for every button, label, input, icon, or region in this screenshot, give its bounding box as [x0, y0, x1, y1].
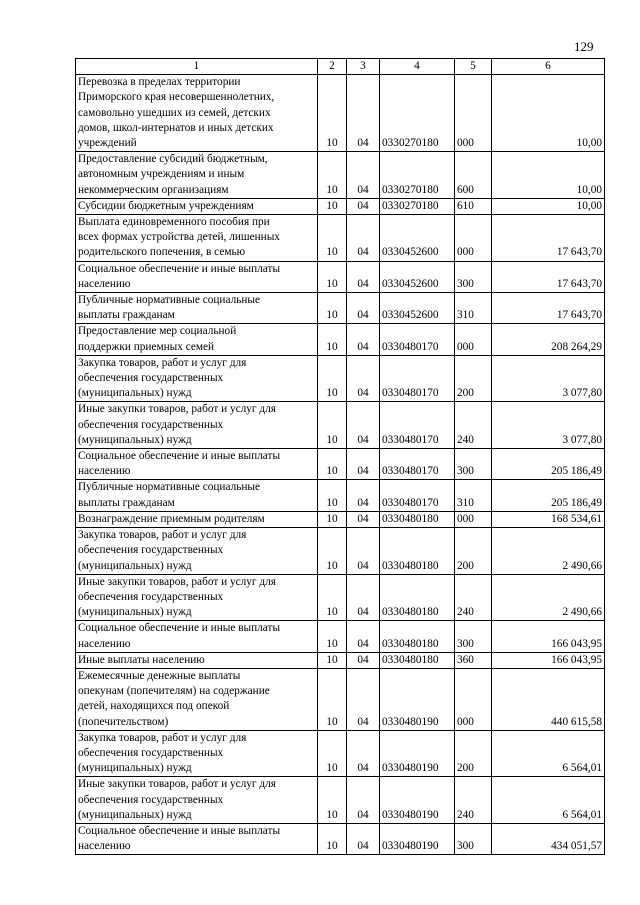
row-amount: 205 186,49 — [492, 480, 605, 511]
row-amount: 10,00 — [492, 152, 605, 199]
table-row — [76, 652, 605, 668]
row-subsection: 04 — [347, 652, 380, 668]
row-section: 10 — [318, 215, 347, 262]
row-expense-type: 240 — [455, 402, 492, 449]
row-name: Закупка товаров, работ и услуг для обеспечения государственных (муниципальных) нужд — [76, 730, 318, 777]
row-section: 10 — [318, 449, 347, 480]
row-section: 10 — [318, 823, 347, 854]
column-header: 1 — [76, 59, 318, 75]
table-row — [76, 355, 605, 402]
row-section: 10 — [318, 293, 347, 324]
row-amount: 17 643,70 — [492, 261, 605, 292]
row-section: 10 — [318, 652, 347, 668]
row-section: 10 — [318, 528, 347, 575]
row-amount: 3 077,80 — [492, 402, 605, 449]
row-section: 10 — [318, 730, 347, 777]
row-name: Социальное обеспечение и иные выплаты населению — [76, 261, 318, 292]
row-expense-type: 240 — [455, 777, 492, 824]
row-expense-type: 240 — [455, 574, 492, 621]
row-expense-type: 310 — [455, 293, 492, 324]
row-name: Предоставление мер социальной поддержки приемных семей — [76, 324, 318, 355]
row-name: Публичные нормативные социальные выплаты гражданам — [76, 480, 318, 511]
row-expense-type: 300 — [455, 823, 492, 854]
row-expense-type: 000 — [455, 215, 492, 262]
row-amount: 10,00 — [492, 75, 605, 152]
row-expense-type: 200 — [455, 528, 492, 575]
row-subsection: 04 — [347, 198, 380, 214]
row-amount: 17 643,70 — [492, 293, 605, 324]
row-name: Социальное обеспечение и иные выплаты населению — [76, 621, 318, 652]
table-row — [76, 261, 605, 292]
row-target-code: 0330480180 — [380, 528, 455, 575]
row-section: 10 — [318, 511, 347, 527]
row-name: Иные закупки товаров, работ и услуг для обеспечения государственных (муниципальных) нужд — [76, 777, 318, 824]
row-name: Предоставление субсидий бюджетным, автономным учреждениям и иным некоммерческим организациям — [76, 152, 318, 199]
row-name: Социальное обеспечение и иные выплаты населению — [76, 449, 318, 480]
page-number: 129 — [574, 39, 594, 54]
row-name: Закупка товаров, работ и услуг для обеспечения государственных (муниципальных) нужд — [76, 355, 318, 402]
row-subsection: 04 — [347, 402, 380, 449]
row-amount: 440 615,58 — [492, 668, 605, 730]
table-row — [76, 511, 605, 527]
table-row — [76, 449, 605, 480]
row-expense-type: 360 — [455, 652, 492, 668]
row-section: 10 — [318, 75, 347, 152]
row-target-code: 0330480170 — [380, 449, 455, 480]
row-subsection: 04 — [347, 777, 380, 824]
row-target-code: 0330480170 — [380, 324, 455, 355]
row-name: Субсидии бюджетным учреждениям — [76, 198, 318, 214]
row-name: Выплата единовременного пособия при всех формах устройства детей, лишенных родительского попечения, в семью — [76, 215, 318, 262]
table-row — [76, 75, 605, 152]
row-section: 10 — [318, 152, 347, 199]
row-target-code: 0330480180 — [380, 621, 455, 652]
row-subsection: 04 — [347, 152, 380, 199]
budget-table — [75, 58, 605, 855]
row-section: 10 — [318, 402, 347, 449]
row-amount: 2 490,66 — [492, 528, 605, 575]
row-expense-type: 000 — [455, 75, 492, 152]
table-row — [76, 668, 605, 730]
row-expense-type: 200 — [455, 730, 492, 777]
row-target-code: 0330452600 — [380, 293, 455, 324]
row-amount: 205 186,49 — [492, 449, 605, 480]
row-target-code: 0330452600 — [380, 261, 455, 292]
row-subsection: 04 — [347, 355, 380, 402]
row-expense-type: 000 — [455, 511, 492, 527]
row-name: Иные закупки товаров, работ и услуг для обеспечения государственных (муниципальных) нужд — [76, 574, 318, 621]
row-target-code: 0330480180 — [380, 511, 455, 527]
row-subsection: 04 — [347, 261, 380, 292]
row-subsection: 04 — [347, 621, 380, 652]
row-section: 10 — [318, 668, 347, 730]
row-expense-type: 600 — [455, 152, 492, 199]
row-section: 10 — [318, 777, 347, 824]
row-section: 10 — [318, 198, 347, 214]
row-target-code: 0330480190 — [380, 777, 455, 824]
column-header: 6 — [492, 59, 605, 75]
table-row — [76, 823, 605, 854]
row-name: Закупка товаров, работ и услуг для обеспечения государственных (муниципальных) нужд — [76, 528, 318, 575]
row-subsection: 04 — [347, 215, 380, 262]
table-row — [76, 152, 605, 199]
row-target-code: 0330452600 — [380, 215, 455, 262]
row-expense-type: 000 — [455, 324, 492, 355]
column-header: 2 — [318, 59, 347, 75]
row-subsection: 04 — [347, 75, 380, 152]
row-subsection: 04 — [347, 528, 380, 575]
table-row — [76, 528, 605, 575]
row-target-code: 0330270180 — [380, 75, 455, 152]
row-section: 10 — [318, 355, 347, 402]
row-name: Перевозка в пределах территории Приморского края несовершеннолетних, самовольно ушедших из семей, детских домов, школ-интернатов и иных детских учреждений — [76, 75, 318, 152]
table-row — [76, 574, 605, 621]
row-expense-type: 000 — [455, 668, 492, 730]
row-section: 10 — [318, 261, 347, 292]
row-expense-type: 300 — [455, 261, 492, 292]
table-row — [76, 621, 605, 652]
row-subsection: 04 — [347, 324, 380, 355]
row-target-code: 0330270180 — [380, 152, 455, 199]
row-expense-type: 200 — [455, 355, 492, 402]
row-expense-type: 300 — [455, 449, 492, 480]
table-row — [76, 293, 605, 324]
row-subsection: 04 — [347, 480, 380, 511]
row-name: Публичные нормативные социальные выплаты гражданам — [76, 293, 318, 324]
row-subsection: 04 — [347, 449, 380, 480]
row-expense-type: 310 — [455, 480, 492, 511]
row-amount: 166 043,95 — [492, 621, 605, 652]
table-row — [76, 730, 605, 777]
row-amount: 3 077,80 — [492, 355, 605, 402]
table-row — [76, 402, 605, 449]
row-amount: 166 043,95 — [492, 652, 605, 668]
row-expense-type: 300 — [455, 621, 492, 652]
row-subsection: 04 — [347, 574, 380, 621]
table-row — [76, 324, 605, 355]
row-amount: 208 264,29 — [492, 324, 605, 355]
row-target-code: 0330480170 — [380, 402, 455, 449]
row-name: Вознаграждение приемным родителям — [76, 511, 318, 527]
row-amount: 10,00 — [492, 198, 605, 214]
row-target-code: 0330480180 — [380, 652, 455, 668]
row-amount: 6 564,01 — [492, 730, 605, 777]
row-target-code: 0330480190 — [380, 823, 455, 854]
row-target-code: 0330480170 — [380, 355, 455, 402]
row-target-code: 0330270180 — [380, 198, 455, 214]
row-amount: 17 643,70 — [492, 215, 605, 262]
row-name: Иные закупки товаров, работ и услуг для обеспечения государственных (муниципальных) нужд — [76, 402, 318, 449]
row-name: Ежемесячные денежные выплаты опекунам (попечителям) на содержание детей, находящихся под опекой (попечительством) — [76, 668, 318, 730]
row-amount: 2 490,66 — [492, 574, 605, 621]
row-amount: 434 051,57 — [492, 823, 605, 854]
row-subsection: 04 — [347, 730, 380, 777]
row-subsection: 04 — [347, 511, 380, 527]
row-target-code: 0330480190 — [380, 730, 455, 777]
row-name: Иные выплаты населению — [76, 652, 318, 668]
row-name: Социальное обеспечение и иные выплаты населению — [76, 823, 318, 854]
column-header: 5 — [455, 59, 492, 75]
row-amount: 168 534,61 — [492, 511, 605, 527]
row-section: 10 — [318, 324, 347, 355]
table-row — [76, 480, 605, 511]
table-row — [76, 777, 605, 824]
row-section: 10 — [318, 621, 347, 652]
row-section: 10 — [318, 480, 347, 511]
row-target-code: 0330480170 — [380, 480, 455, 511]
row-subsection: 04 — [347, 668, 380, 730]
row-target-code: 0330480180 — [380, 574, 455, 621]
row-subsection: 04 — [347, 823, 380, 854]
row-subsection: 04 — [347, 293, 380, 324]
row-expense-type: 610 — [455, 198, 492, 214]
row-section: 10 — [318, 574, 347, 621]
column-header: 4 — [380, 59, 455, 75]
table-header-row — [76, 59, 605, 75]
row-target-code: 0330480190 — [380, 668, 455, 730]
table-row — [76, 198, 605, 214]
column-header: 3 — [347, 59, 380, 75]
row-amount: 6 564,01 — [492, 777, 605, 824]
table-row — [76, 215, 605, 262]
